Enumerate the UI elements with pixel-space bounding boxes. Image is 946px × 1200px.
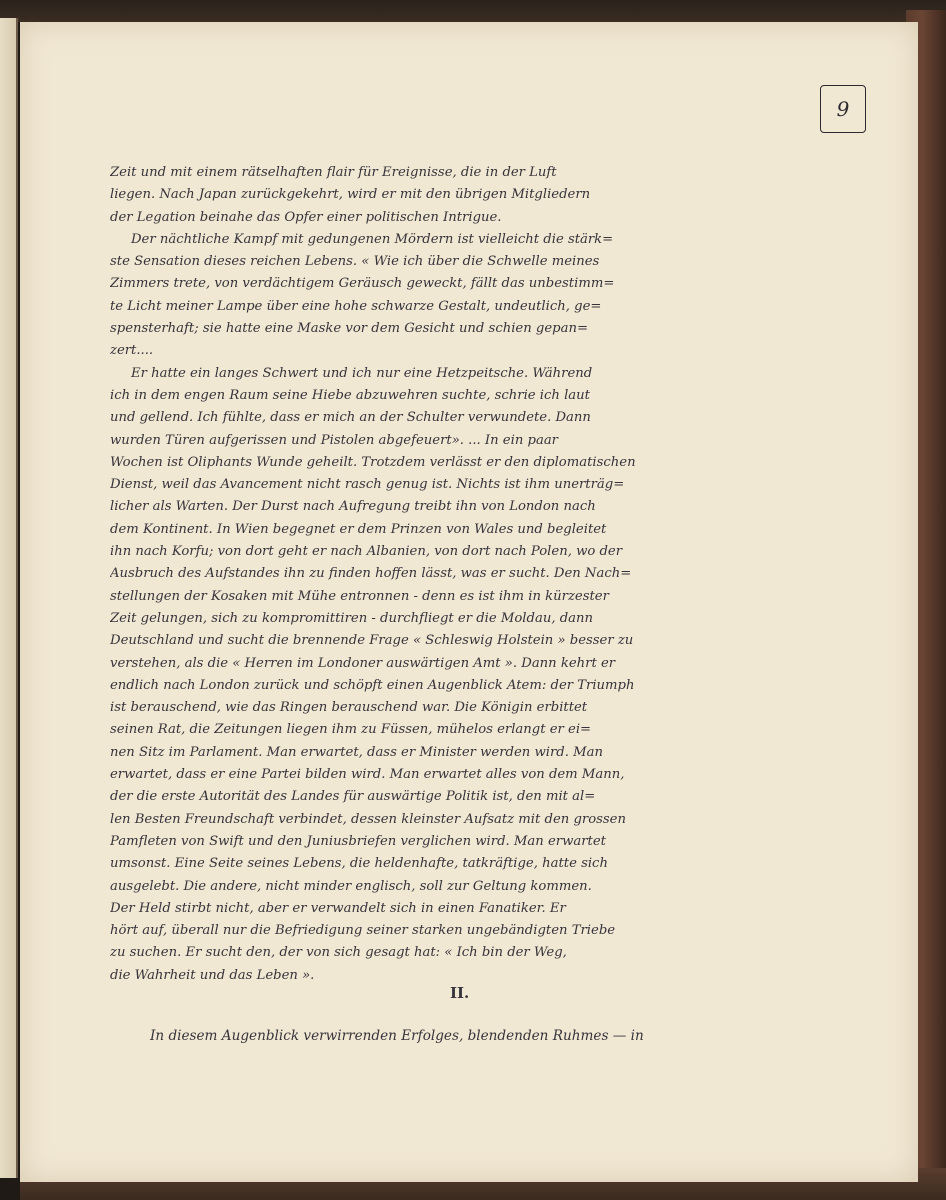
text-line: erwartet, dass er eine Partei bilden wird. Man erwartet alles von dem Mann, bbox=[110, 767, 625, 783]
text-line: der Legation beinahe das Opfer einer politischen Intrigue. bbox=[110, 209, 502, 225]
text-line: Der nächtliche Kampf mit gedungenen Mördern ist vielleicht die stärk= bbox=[110, 231, 614, 247]
text-line: len Besten Freundschaft verbindet, dessen kleinster Aufsatz mit den grossen bbox=[110, 811, 626, 827]
left-page-edge bbox=[0, 18, 18, 1178]
text-line: Zeit gelungen, sich zu kompromittiren - durchfliegt er die Moldau, dann bbox=[110, 610, 593, 626]
text-line: verstehen, als die « Herren im Londoner auswärtigen Amt ». Dann kehrt er bbox=[110, 655, 616, 671]
text-line: ihn nach Korfu; von dort geht er nach Albanien, von dort nach Polen, wo der bbox=[110, 544, 623, 560]
text-line: Deutschland und sucht die brennende Frage « Schleswig Holstein » besser zu bbox=[110, 633, 634, 649]
text-line: umsonst. Eine Seite seines Lebens, die heldenhafte, tatkräftige, hatte sich bbox=[110, 856, 608, 872]
book-cover-top-edge bbox=[0, 0, 946, 22]
text-line: Der Held stirbt nicht, aber er verwandelt sich in einen Fanatiker. Er bbox=[110, 900, 566, 916]
text-line: seinen Rat, die Zeitungen liegen ihm zu Füssen, mühelos erlangt er ei= bbox=[110, 722, 592, 738]
text-line: der die erste Autorität des Landes für auswärtige Politik ist, den mit al= bbox=[110, 789, 596, 805]
handwritten-text-block bbox=[110, 162, 850, 987]
manuscript-page bbox=[20, 22, 918, 1182]
text-line: wurden Türen aufgerissen und Pistolen abgefeuert». ... In ein paar bbox=[110, 432, 558, 448]
page-number-box bbox=[820, 85, 866, 133]
section-heading: II. bbox=[450, 984, 470, 1002]
text-line: ich in dem engen Raum seine Hiebe abzuwehren suchte, schrie ich laut bbox=[110, 387, 590, 403]
text-line: und gellend. Ich fühlte, dass er mich an der Schulter verwundete. Dann bbox=[110, 410, 591, 426]
text-line: spensterhaft; sie hatte eine Maske vor dem Gesicht und schien gepan= bbox=[110, 321, 589, 337]
text-line: hört auf, überall nur die Befriedigung seiner starken ungebändigten Triebe bbox=[110, 923, 616, 939]
text-line: Pamfleten von Swift und den Juniusbriefen verglichen wird. Man erwartet bbox=[110, 833, 606, 849]
text-line: dem Kontinent. In Wien begegnet er dem Prinzen von Wales und begleitet bbox=[110, 521, 607, 537]
text-line: ste Sensation dieses reichen Lebens. « Wie ich über die Schwelle meines bbox=[110, 254, 600, 270]
text-line: Zeit und mit einem rätselhaften flair für Ereignisse, die in der Luft bbox=[110, 165, 557, 180]
text-line: ausgelebt. Die andere, nicht minder englisch, soll zur Geltung kommen. bbox=[110, 878, 592, 894]
text-line: stellungen der Kosaken mit Mühe entronnen - denn es ist ihm in kürzester bbox=[110, 588, 609, 604]
text-line: Dienst, weil das Avancement nicht rasch genug ist. Nichts ist ihm unerträg= bbox=[110, 477, 625, 493]
text-line: endlich nach London zurück und schöpft einen Augenblick Atem: der Triumph bbox=[110, 677, 635, 693]
text-line: Ausbruch des Aufstandes ihn zu finden hoffen lässt, was er sucht. Den Nach= bbox=[110, 566, 632, 582]
text-line: zu suchen. Er sucht den, der von sich gesagt hat: « Ich bin der Weg, bbox=[110, 945, 567, 961]
text-line: te Licht meiner Lampe über eine hohe schwarze Gestalt, undeutlich, ge= bbox=[110, 298, 602, 314]
page-number: 9 bbox=[836, 97, 850, 121]
text-line: nen Sitz im Parlament. Man erwartet, dass er Minister werden wird. Man bbox=[110, 744, 603, 760]
text-line: Wochen ist Oliphants Wunde geheilt. Trotzdem verlässt er den diplomatischen bbox=[110, 454, 636, 470]
text-line: Er hatte ein langes Schwert und ich nur eine Hetzpeitsche. Während bbox=[110, 365, 593, 381]
text-line: liegen. Nach Japan zurückgekehrt, wird er mit den übrigen Mitgliedern bbox=[110, 187, 591, 203]
text-line: Zimmers trete, von verdächtigem Geräusch geweckt, fällt das unbestimm= bbox=[110, 276, 615, 292]
text-line: zert.... bbox=[110, 343, 154, 359]
text-line: licher als Warten. Der Durst nach Aufregung treibt ihn von London nach bbox=[110, 499, 596, 515]
text-line: die Wahrheit und das Leben ». bbox=[110, 967, 315, 983]
text-line: ist berauschend, wie das Ringen berauschend war. Die Königin erbittet bbox=[110, 700, 588, 716]
section-first-line: In diesem Augenblick verwirrenden Erfolges, blendenden Ruhmes — in bbox=[150, 1028, 644, 1044]
